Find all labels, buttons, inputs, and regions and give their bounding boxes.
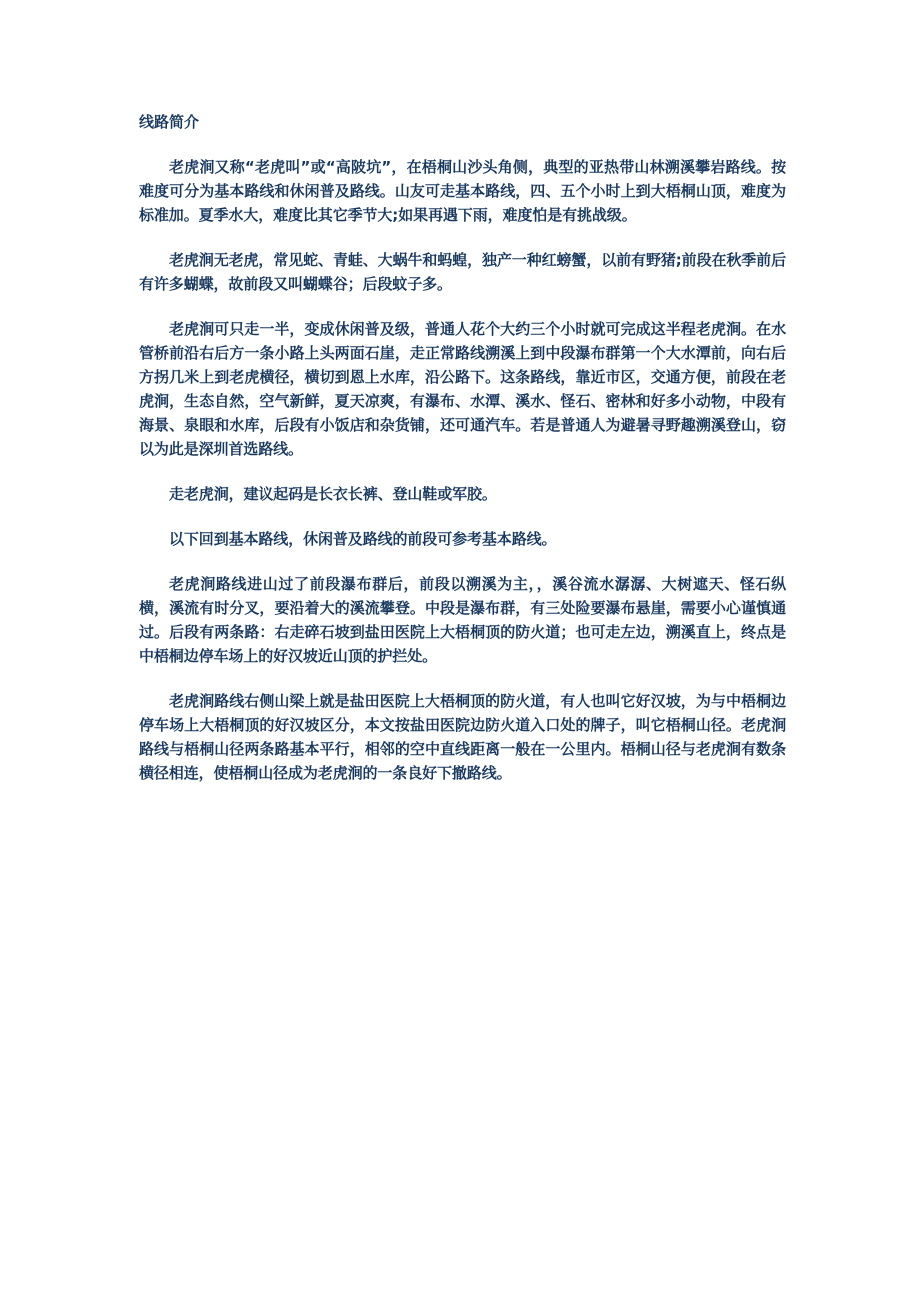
- paragraph-gear: 走老虎涧，建议起码是长衣长裤、登山鞋或军胶。: [169, 485, 497, 503]
- paragraph-basic-route: 老虎涧路线进山过了前段瀑布群后，前段以溯溪为主，，溪谷流水潺潺、大树遮天、怪石纵横，溪流有时分叉，要沿着大的溪流攀登。中段是瀑布群，有三处险要瀑布悬崖，需要小心谨慎通过。后段有两条路：右走碎石坡到盐田医院上大梧桐顶的防火道；也可走左边，溯溪直上，终点是中梧桐边停车场上的好汉坡近山顶的护拦处。: [139, 575, 786, 665]
- paragraph-intro: 老虎涧又称“老虎叫”或“高陂坑”，在梧桐山沙头角侧，典型的亚热带山林溯溪攀岩路线。按难度可分为基本路线和休闲普及路线。山友可走基本路线，四、五个小时上到大梧桐山顶，难度为标准加。夏季水大，难度比其它季节大;如果再遇下雨，难度怕是有挑战级。: [139, 158, 786, 224]
- paragraph-return-basic: 以下回到基本路线，休闲普及路线的前段可参考基本路线。: [169, 530, 557, 548]
- paragraph-mountain-path: 老虎涧路线右侧山梁上就是盐田医院上大梧桐顶的防火道，有人也叫它好汉坡，为与中梧桐边停车场上大梧桐顶的好汉坡区分，本文按盐田医院边防火道入口处的牌子，叫它梧桐山径。老虎涧路线与梧桐山径两条路基本平行，相邻的空中直线距离一般在一公里内。梧桐山径与老虎涧有数条横径相连，使梧桐山径成为老虎涧的一条良好下撤路线。: [139, 692, 786, 782]
- document-body: [139, 110, 786, 806]
- paragraph-half-route: 老虎涧可只走一半，变成休闲普及级，普通人花个大约三个小时就可完成这半程老虎涧。在水管桥前沿右后方一条小路上头两面石崖，走正常路线溯溪上到中段瀑布群第一个大水潭前，向右后方拐几米上到老虎横径，横切到恩上水库，沿公路下。这条路线，靠近市区，交通方便，前段在老虎涧，生态自然，空气新鲜，夏天凉爽，有瀑布、水潭、溪水、怪石、密林和好多小动物，中段有海景、泉眼和水库，后段有小饭店和杂货铺，还可通汽车。若是普通人为避暑寻野趣溯溪登山，窃以为此是深圳首选路线。: [139, 320, 786, 458]
- paragraph-wildlife: 老虎涧无老虎，常见蛇、青蛙、大蜗牛和蚂蝗，独产一种红螃蟹，以前有野猪;前段在秋季前后有许多蝴蝶，故前段又叫蝴蝶谷；后段蚊子多。: [139, 251, 786, 293]
- section-heading: 线路简介: [139, 113, 200, 131]
